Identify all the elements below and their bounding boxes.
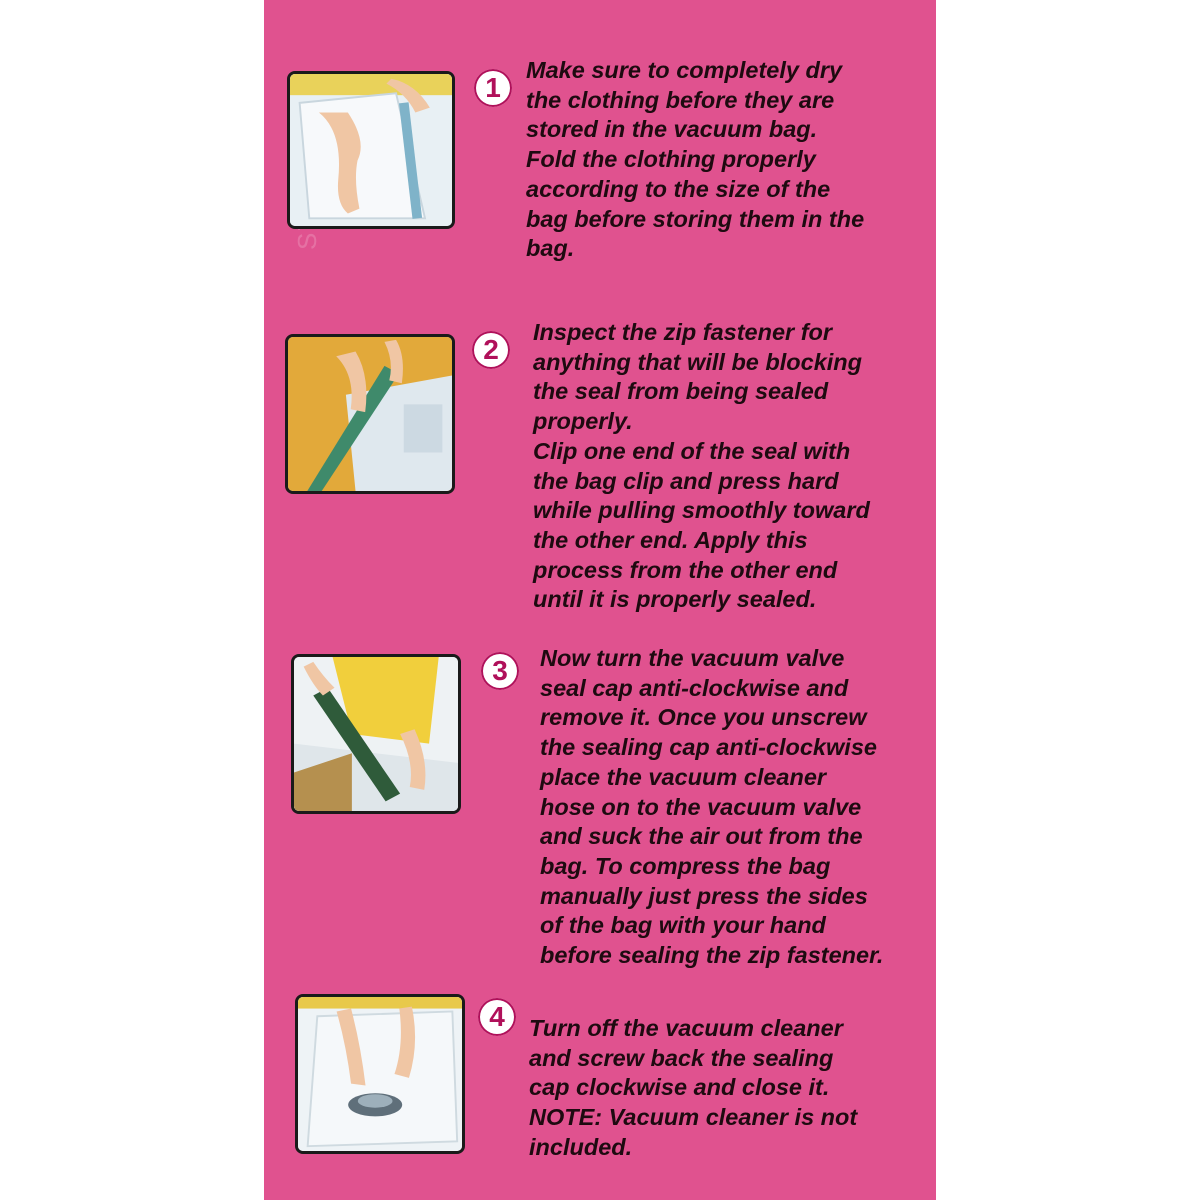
step-1-photo [287,71,455,229]
zip-clip-photo-icon [288,337,452,491]
step-4-number-badge: 4 [478,998,516,1036]
step-4-photo [295,994,465,1154]
step-2-number-badge: 2 [472,331,510,369]
step-1-text: Make sure to completely dry the clothing before they are stored in the vacuum bag. Fold the clothing properly according to the size of the bag before storing them in the bag. [526,57,865,262]
step-2-text: Inspect the zip fastener for anything that will be blocking the seal from being sealed properly. Clip one end of the seal with the bag clip and press hard while pulling smoothly toward the other end. Apply this process from the other end until it is properly sealed. [533,319,870,613]
vacuum-hose-photo-icon [294,657,458,811]
step-2-photo [285,334,455,494]
sealing-cap-photo-icon [298,997,462,1151]
step-4-text: Turn off the vacuum cleaner and screw back the sealing cap clockwise and close it. NOTE: Vacuum cleaner is not included. [529,1015,858,1160]
step-3-number-badge: 3 [481,652,519,690]
step-3-text: Now turn the vacuum valve seal cap anti-clockwise and remove it. Once you unscrew the sealing cap anti-clockwise place the vacuum cleaner hose on to the vacuum valve and suck the air out from the bag. To compress the bag manually just press the sides of the bag with your hand before sealing the zip fastener. [540,645,884,969]
step-1-number-badge: 1 [474,69,512,107]
folding-clothes-photo-icon [290,74,452,226]
step-3-photo [291,654,461,814]
